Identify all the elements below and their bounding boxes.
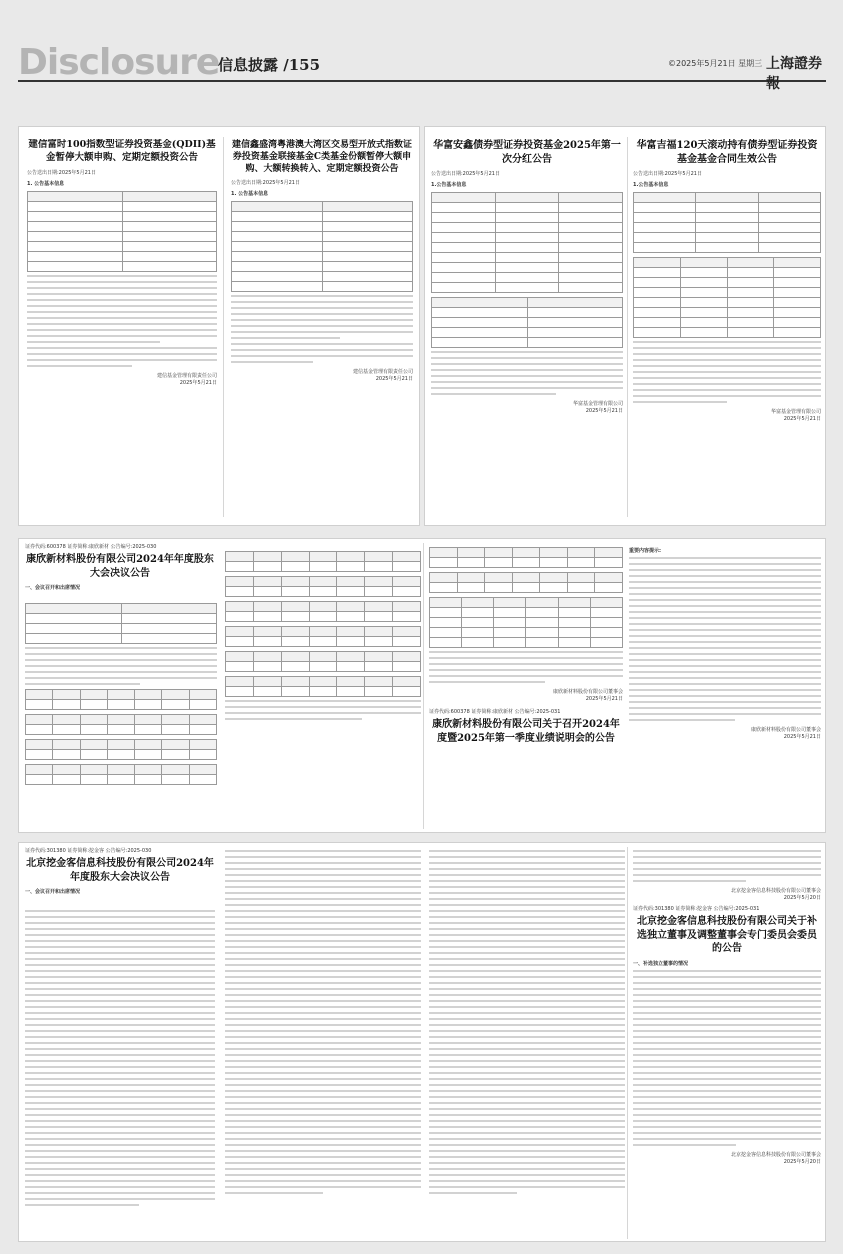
body-text [25,647,217,685]
masthead [18,42,826,92]
panel-huafu [424,126,826,526]
section-heading: 1. 公告基本信息 [27,180,65,187]
announcement-title: 建信富时100指数型证券投资基金(QDII)基金暂停大额申购、定期定额投资公告 [28,139,216,163]
body-text [633,970,821,1146]
vote-table [225,676,421,697]
section-title: 信息披露 /155 [218,56,321,74]
signature: 康欣新材料股份有限公司董事会 2025年5月21日 [552,689,623,702]
body-text [225,700,421,720]
panel-wajinke [18,842,826,1242]
body-text [429,850,625,1194]
signature: 华富基金管理有限公司 2025年5月21日 [572,401,623,414]
body-text [429,651,623,683]
body-text [633,850,821,882]
announcement-title: 北京挖金客信息科技股份有限公司关于补选独立董事及调整董事会专门委员会委员的公告 [637,916,817,954]
signature: 北京挖金客信息科技股份有限公司董事会 2025年5月20日 [730,1151,821,1165]
announcement-jianxin-gba [231,139,413,519]
panel-kangxin [18,538,826,833]
fund-info-table [633,192,821,253]
vote-table [225,601,421,622]
body-text [231,295,413,363]
announcement-jianxin-qdii [27,139,217,519]
announcement-date: 公告送出日期:2025年5月21日 [633,171,702,177]
stock-code-line: 证券代码:600378 证券简称:康欣新材 公告编号:2025-030 [25,544,157,550]
section-heading: 一、补选独立董事的情况 [633,960,689,967]
announcement-title: 康欣新材料股份有限公司关于召开2024年度暨2025年第一季度业绩说明会的公告 [432,719,620,744]
body-text [633,341,821,403]
attendance-table [25,603,217,644]
announcement-date: 公告送出日期:2025年5月21日 [431,171,500,177]
announcement-title: 建信鑫盛湾粤港澳大湾区交易型开放式指数证券投资基金联接基金C类基金份额暂停大额申购、大额转换转入、定期定额投资公告 [231,140,412,175]
announcement-wajinke-agm [25,847,625,1239]
section-heading: 重要内容提示: [629,548,662,554]
signature: 康欣新材料股份有限公司董事会 2025年5月21日 [750,727,821,740]
signature: 建信基金管理有限责任公司 2025年5月21日 [352,369,413,383]
announcement-huafu-dividend [431,139,623,519]
issue-date: ©2025年5月21日 星期三 [668,59,763,68]
announcement-title: 北京挖金客信息科技股份有限公司2024年年度股东大会决议公告 [26,858,214,883]
section-heading: 1. 公告基本信息 [231,191,269,198]
vote-table [25,714,217,735]
section-heading: 1.公告基本信息 [431,182,467,188]
vote-table [225,626,421,647]
vote-table [225,576,421,597]
announcement-huafu-contract [633,139,821,519]
announcement-date: 公告送出日期:2025年5月21日 [231,180,300,187]
stock-code-line: 证券代码:600378 证券简称:康欣新材 公告编号:2025-031 [429,709,561,715]
vote-table [429,547,623,568]
newspaper-brand: 上海證券報 [766,56,822,92]
masthead-wordmark: Disclosure [18,42,220,83]
announcement-title: 华富吉福120天滚动持有债券型证券投资基金基金合同生效公告 [636,140,818,165]
fund-info-table [231,201,413,292]
panel-jianxin [18,126,420,526]
vote-table [25,689,217,710]
section-heading: 一、会议召开和出席情况 [25,889,81,895]
resolution-table [429,597,623,648]
section-heading: 一、会议召开和出席情况 [25,585,81,591]
vote-table [429,572,623,593]
signature: 华富基金管理有限公司 2025年5月21日 [770,409,821,422]
body-text [431,351,623,395]
body-text [27,275,217,367]
announcement-kangxin-agm [25,543,425,829]
fundraising-table [633,257,821,338]
vote-table [25,764,217,785]
signature: 建信基金管理有限责任公司 2025年5月21日 [156,372,217,386]
announcement-date: 公告送出日期:2025年5月21日 [27,169,96,176]
vote-table [25,739,217,760]
announcement-kangxin-results [429,543,821,829]
announcement-wajinke-director [633,847,821,1239]
body-text [629,557,821,721]
announcement-title: 康欣新材料股份有限公司2024年年度股东大会决议公告 [26,554,214,579]
dividend-info-table [431,192,623,293]
announcement-title: 华富安鑫债券型证券投资基金2025年第一次分红公告 [433,140,621,165]
vote-table [225,551,421,572]
body-text [25,910,215,1206]
dividend-schedule-table [431,297,623,348]
body-text [225,850,421,1194]
section-heading: 1.公告基本信息 [633,182,669,188]
stock-code-line: 证券代码:301380 证券简称:挖金客 公告编号:2025-030 [25,848,152,854]
vote-table [225,651,421,672]
fund-info-table [27,191,217,272]
stock-code-line: 证券代码:301380 证券简称:挖金客 公告编号:2025-031 [633,906,760,912]
signature: 北京挖金客信息科技股份有限公司董事会 2025年5月20日 [730,888,821,901]
